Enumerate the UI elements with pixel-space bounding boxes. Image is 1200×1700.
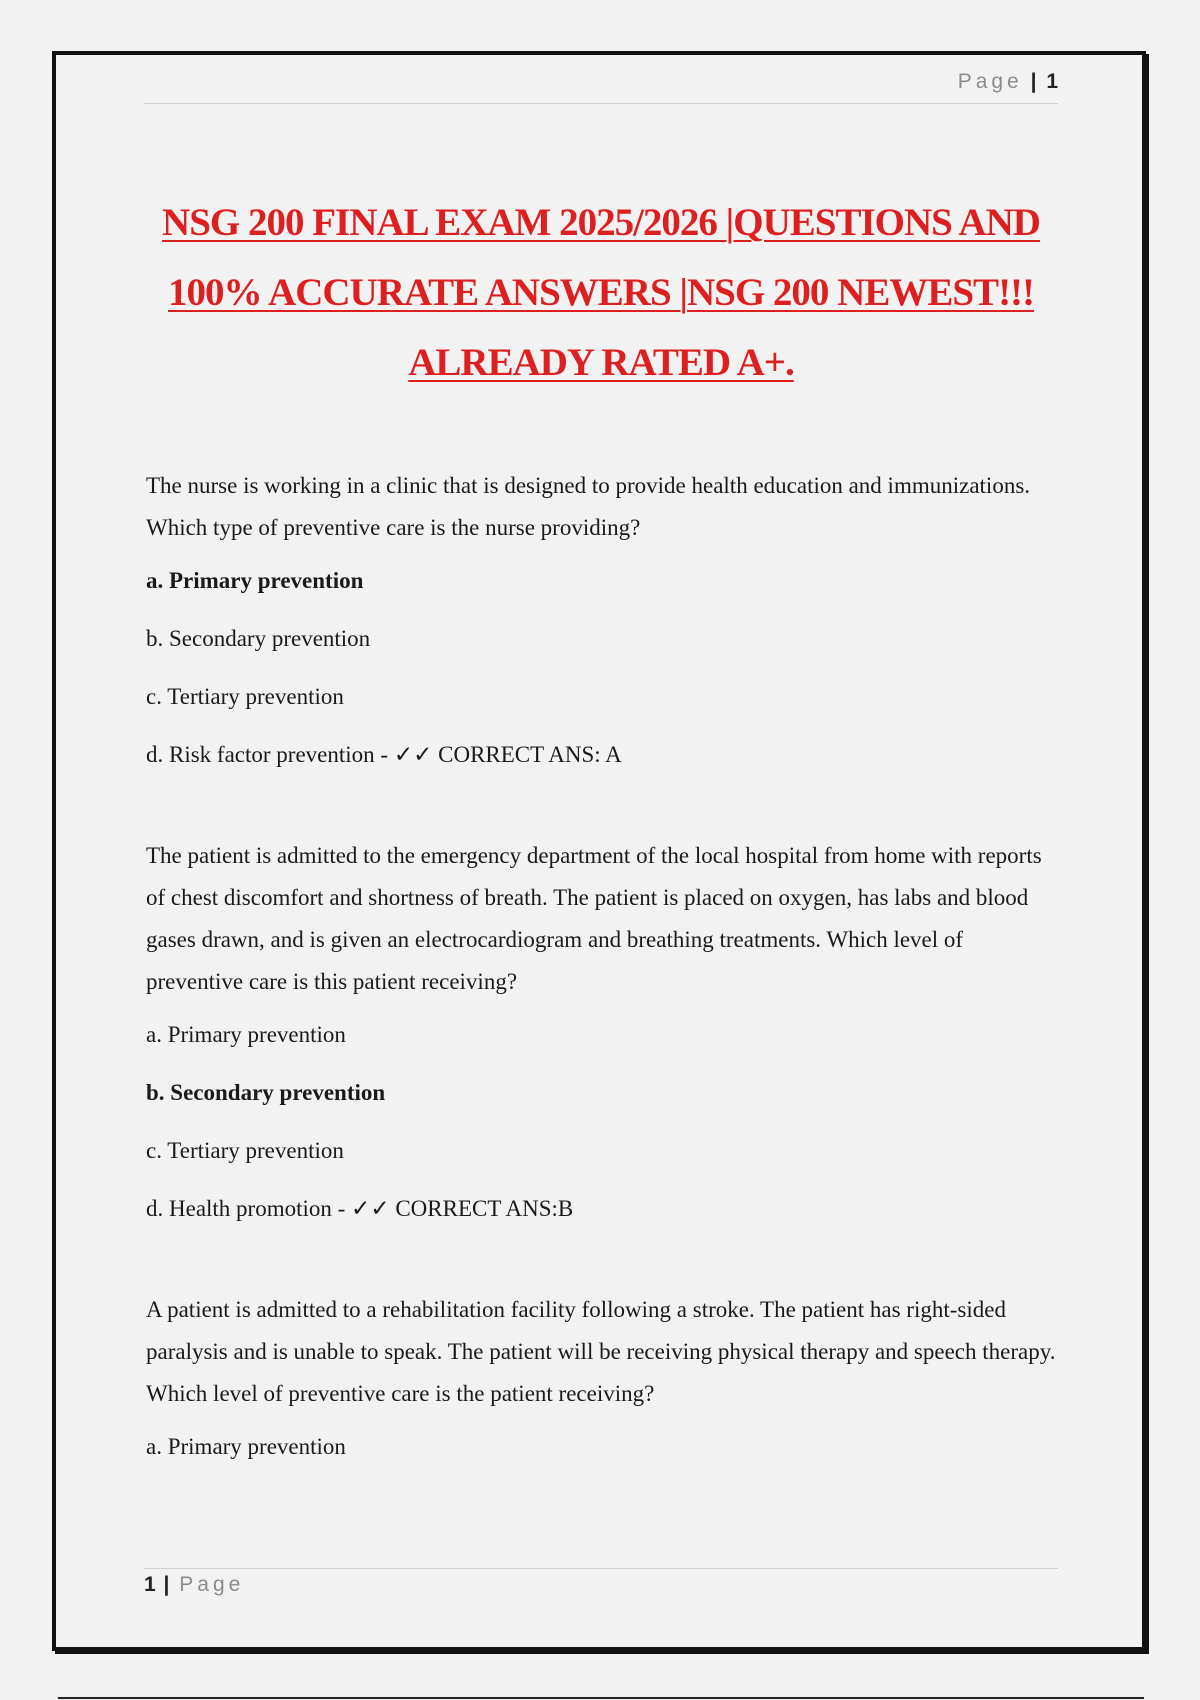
questions-content xyxy=(146,465,1056,1489)
question-text: The patient is admitted to the emergency department of the local hospital from home with reports of chest discomfort and shortness of breath. The patient is placed on oxygen, has labs and blood gases drawn, and is given an electrocardiogram and breathing treatments. Which level of preventive care is this patient receiving? xyxy=(146,843,1042,994)
page-header xyxy=(144,70,1058,104)
answer-option-correct: b. Secondary prevention xyxy=(146,1080,386,1105)
document-title: NSG 200 FINAL EXAM 2025/2026 |QUESTIONS AND 100% ACCURATE ANSWERS |NSG 200 NEWEST!!! ALREADY RATED A+. xyxy=(162,201,1040,384)
question-block-1 xyxy=(146,465,1056,771)
answer-option-with-key: d. Risk factor prevention - ✓✓ CORRECT ANS: A xyxy=(146,742,622,767)
answer-option: a. Primary prevention xyxy=(146,1022,346,1047)
answer-option: b. Secondary prevention xyxy=(146,626,371,651)
header-separator: | xyxy=(1030,70,1037,93)
answer-option: c. Tertiary prevention xyxy=(146,684,344,709)
question-block-2 xyxy=(146,835,1056,1225)
header-page-number: 1 xyxy=(1046,70,1058,93)
question-block-3 xyxy=(146,1289,1056,1463)
answer-option-correct: a. Primary prevention xyxy=(146,568,364,593)
bottom-divider xyxy=(58,1697,1144,1699)
footer-separator: | xyxy=(163,1573,170,1596)
answer-option: c. Tertiary prevention xyxy=(146,1138,344,1163)
answer-option-with-key: d. Health promotion - ✓✓ CORRECT ANS:B xyxy=(146,1196,574,1221)
question-text: A patient is admitted to a rehabilitation facility following a stroke. The patient has right-sided paralysis and is unable to speak. The patient will be receiving physical therapy and speech therapy. Which level of preventive care is the patient receiving? xyxy=(146,1297,1056,1406)
header-page-label: Page xyxy=(957,70,1023,93)
footer-page-label: Page xyxy=(179,1573,245,1596)
page-footer xyxy=(144,1568,1058,1597)
footer-page-number: 1 xyxy=(144,1573,156,1596)
answer-option: a. Primary prevention xyxy=(146,1434,346,1459)
question-text: The nurse is working in a clinic that is designed to provide health education and immunizations. Which type of preventive care is the nurse providing? xyxy=(146,473,1031,540)
